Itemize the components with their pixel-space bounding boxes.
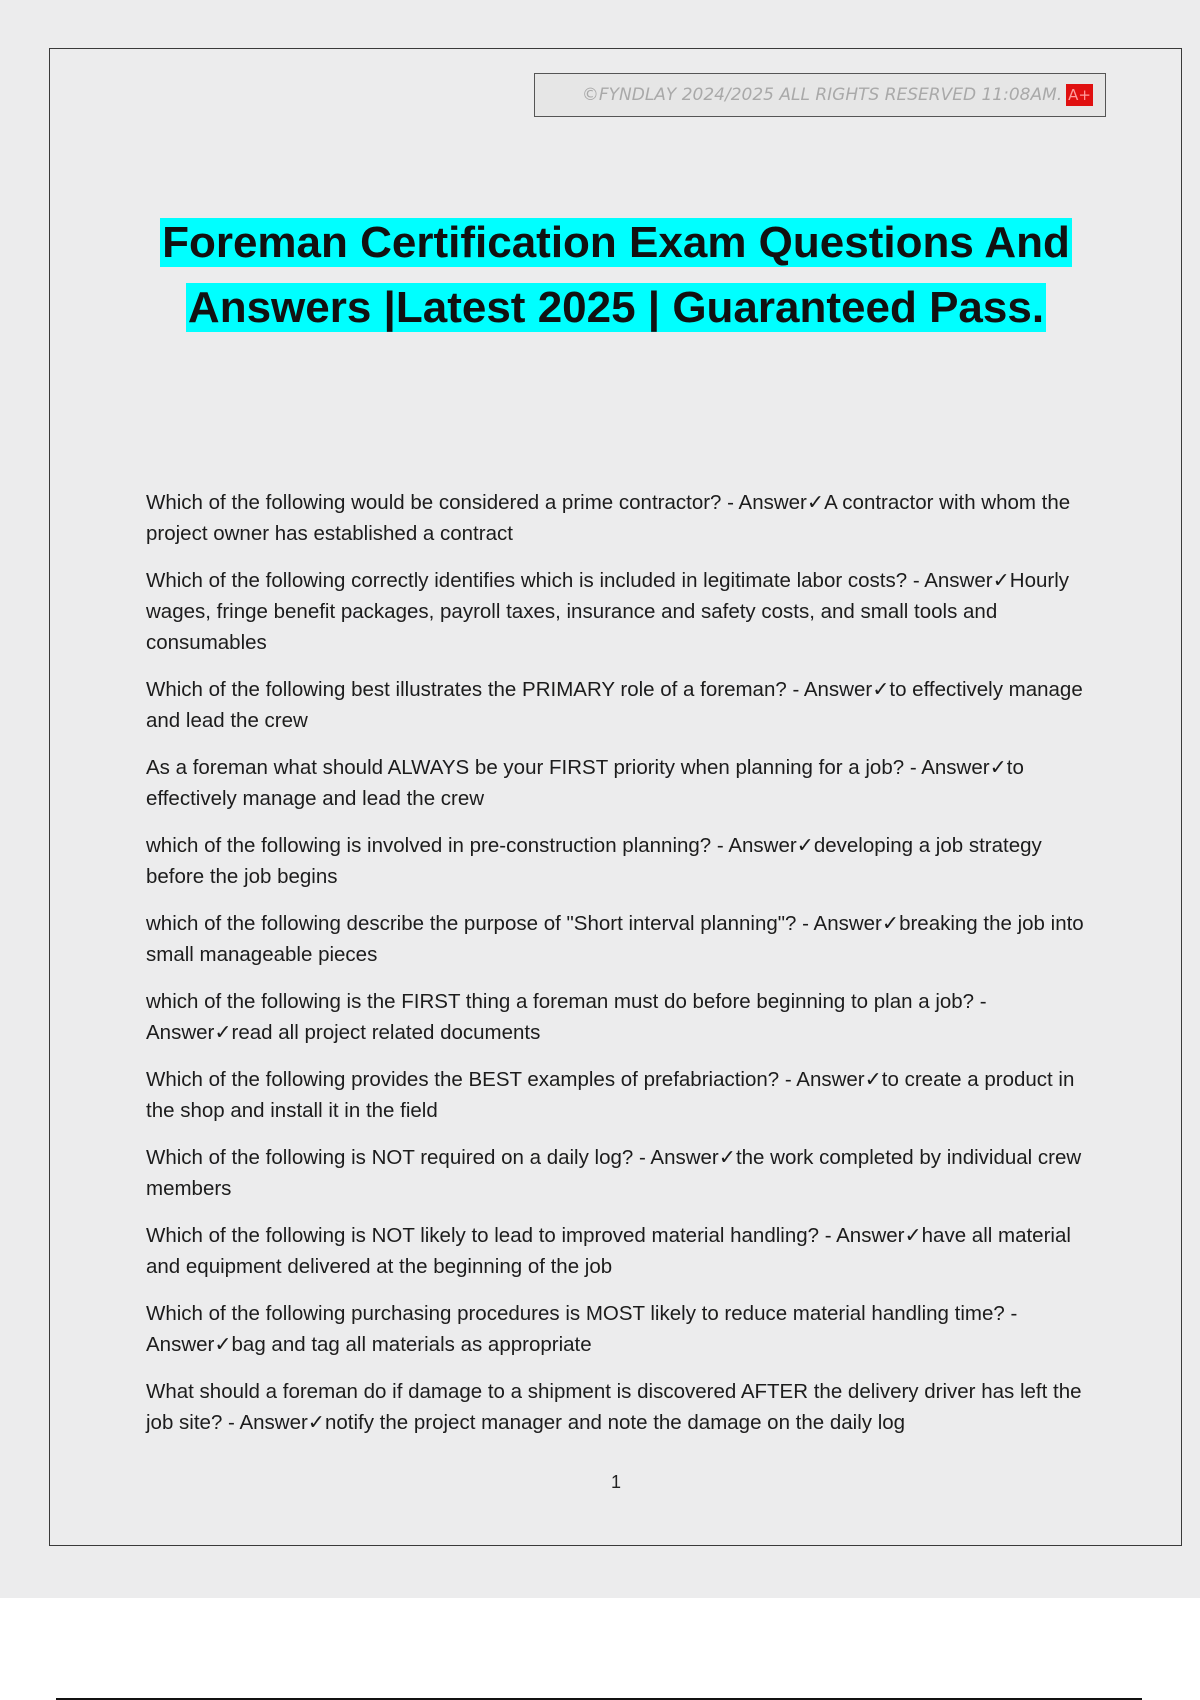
question-text: Which of the following correctly identifies which is included in legitimate labor costs? - [146,569,925,592]
document-title [60,210,1172,340]
title-line-1: Foreman Certification Exam Questions And [162,218,1070,267]
copyright-text: ©FYNDLAY 2024/2025 ALL RIGHTS RESERVED 11:08AM. [581,85,1063,105]
question-text: As a foreman what should ALWAYS be your FIRST priority when planning for a job? - [146,756,922,779]
answer-text: Answer✓A contractor with whom the project owner has established a contract [146,491,1071,545]
question-text: Which of the following is NOT required on a daily log? - [146,1146,651,1169]
qa-item [146,1142,1086,1204]
question-text: Which of the following best illustrates the PRIMARY role of a foreman? - [146,678,804,701]
qa-item [146,1298,1086,1360]
question-text: What should a foreman do if damage to a shipment is discovered AFTER the delivery driver has left the job site? - [146,1380,1082,1434]
answer-text: Answer✓breaking the job into small manageable pieces [146,912,1084,966]
answer-text: Answer✓notify the project manager and note the damage on the daily log [239,1411,906,1434]
answer-text: Answer✓read all project related documents [146,1021,541,1044]
answer-text: Answer✓Hourly wages, fringe benefit packages, payroll taxes, insurance and safety costs, and small tools and consumables [146,569,1070,654]
answer-text: Answer✓developing a job strategy before the job begins [146,834,1042,888]
question-text: which of the following is involved in pre-construction planning? - [146,834,729,857]
answer-text: Answer✓the work completed by individual crew members [146,1146,1082,1200]
qa-item [146,1220,1086,1282]
answer-text: Answer✓have all material and equipment delivered at the beginning of the job [146,1224,1071,1278]
answer-text: Answer✓to effectively manage and lead the crew [146,756,1024,810]
copyright-watermark [534,73,1106,117]
answer-text: Answer✓bag and tag all materials as appropriate [146,1333,592,1356]
qa-item [146,752,1086,814]
qa-item [146,908,1086,970]
qa-item [146,487,1086,549]
qa-item [146,986,1086,1048]
page-number: 1 [610,1472,621,1492]
question-text: which of the following is the FIRST thing a foreman must do before beginning to plan a job? - [146,990,987,1013]
qa-list [146,487,1086,1454]
title-line-2: Answers |Latest 2025 | Guaranteed Pass. [187,283,1045,332]
answer-text: Answer✓to effectively manage and lead the crew [146,678,1083,732]
question-text: Which of the following would be considered a prime contractor? - [146,491,739,514]
qa-item [146,674,1086,736]
question-text: Which of the following is NOT likely to lead to improved material handling? - [146,1224,837,1247]
question-text: Which of the following provides the BEST examples of prefabriaction? - [146,1068,797,1091]
qa-item [146,830,1086,892]
question-text: which of the following describe the purpose of "Short interval planning"? - [146,912,814,935]
qa-item [146,1376,1086,1438]
grade-badge: A+ [1068,86,1091,104]
answer-text: Answer✓to create a product in the shop and install it in the field [146,1068,1075,1122]
qa-item [146,1064,1086,1126]
question-text: Which of the following purchasing procedures is MOST likely to reduce material handling time? - [146,1302,1018,1325]
qa-item [146,565,1086,658]
